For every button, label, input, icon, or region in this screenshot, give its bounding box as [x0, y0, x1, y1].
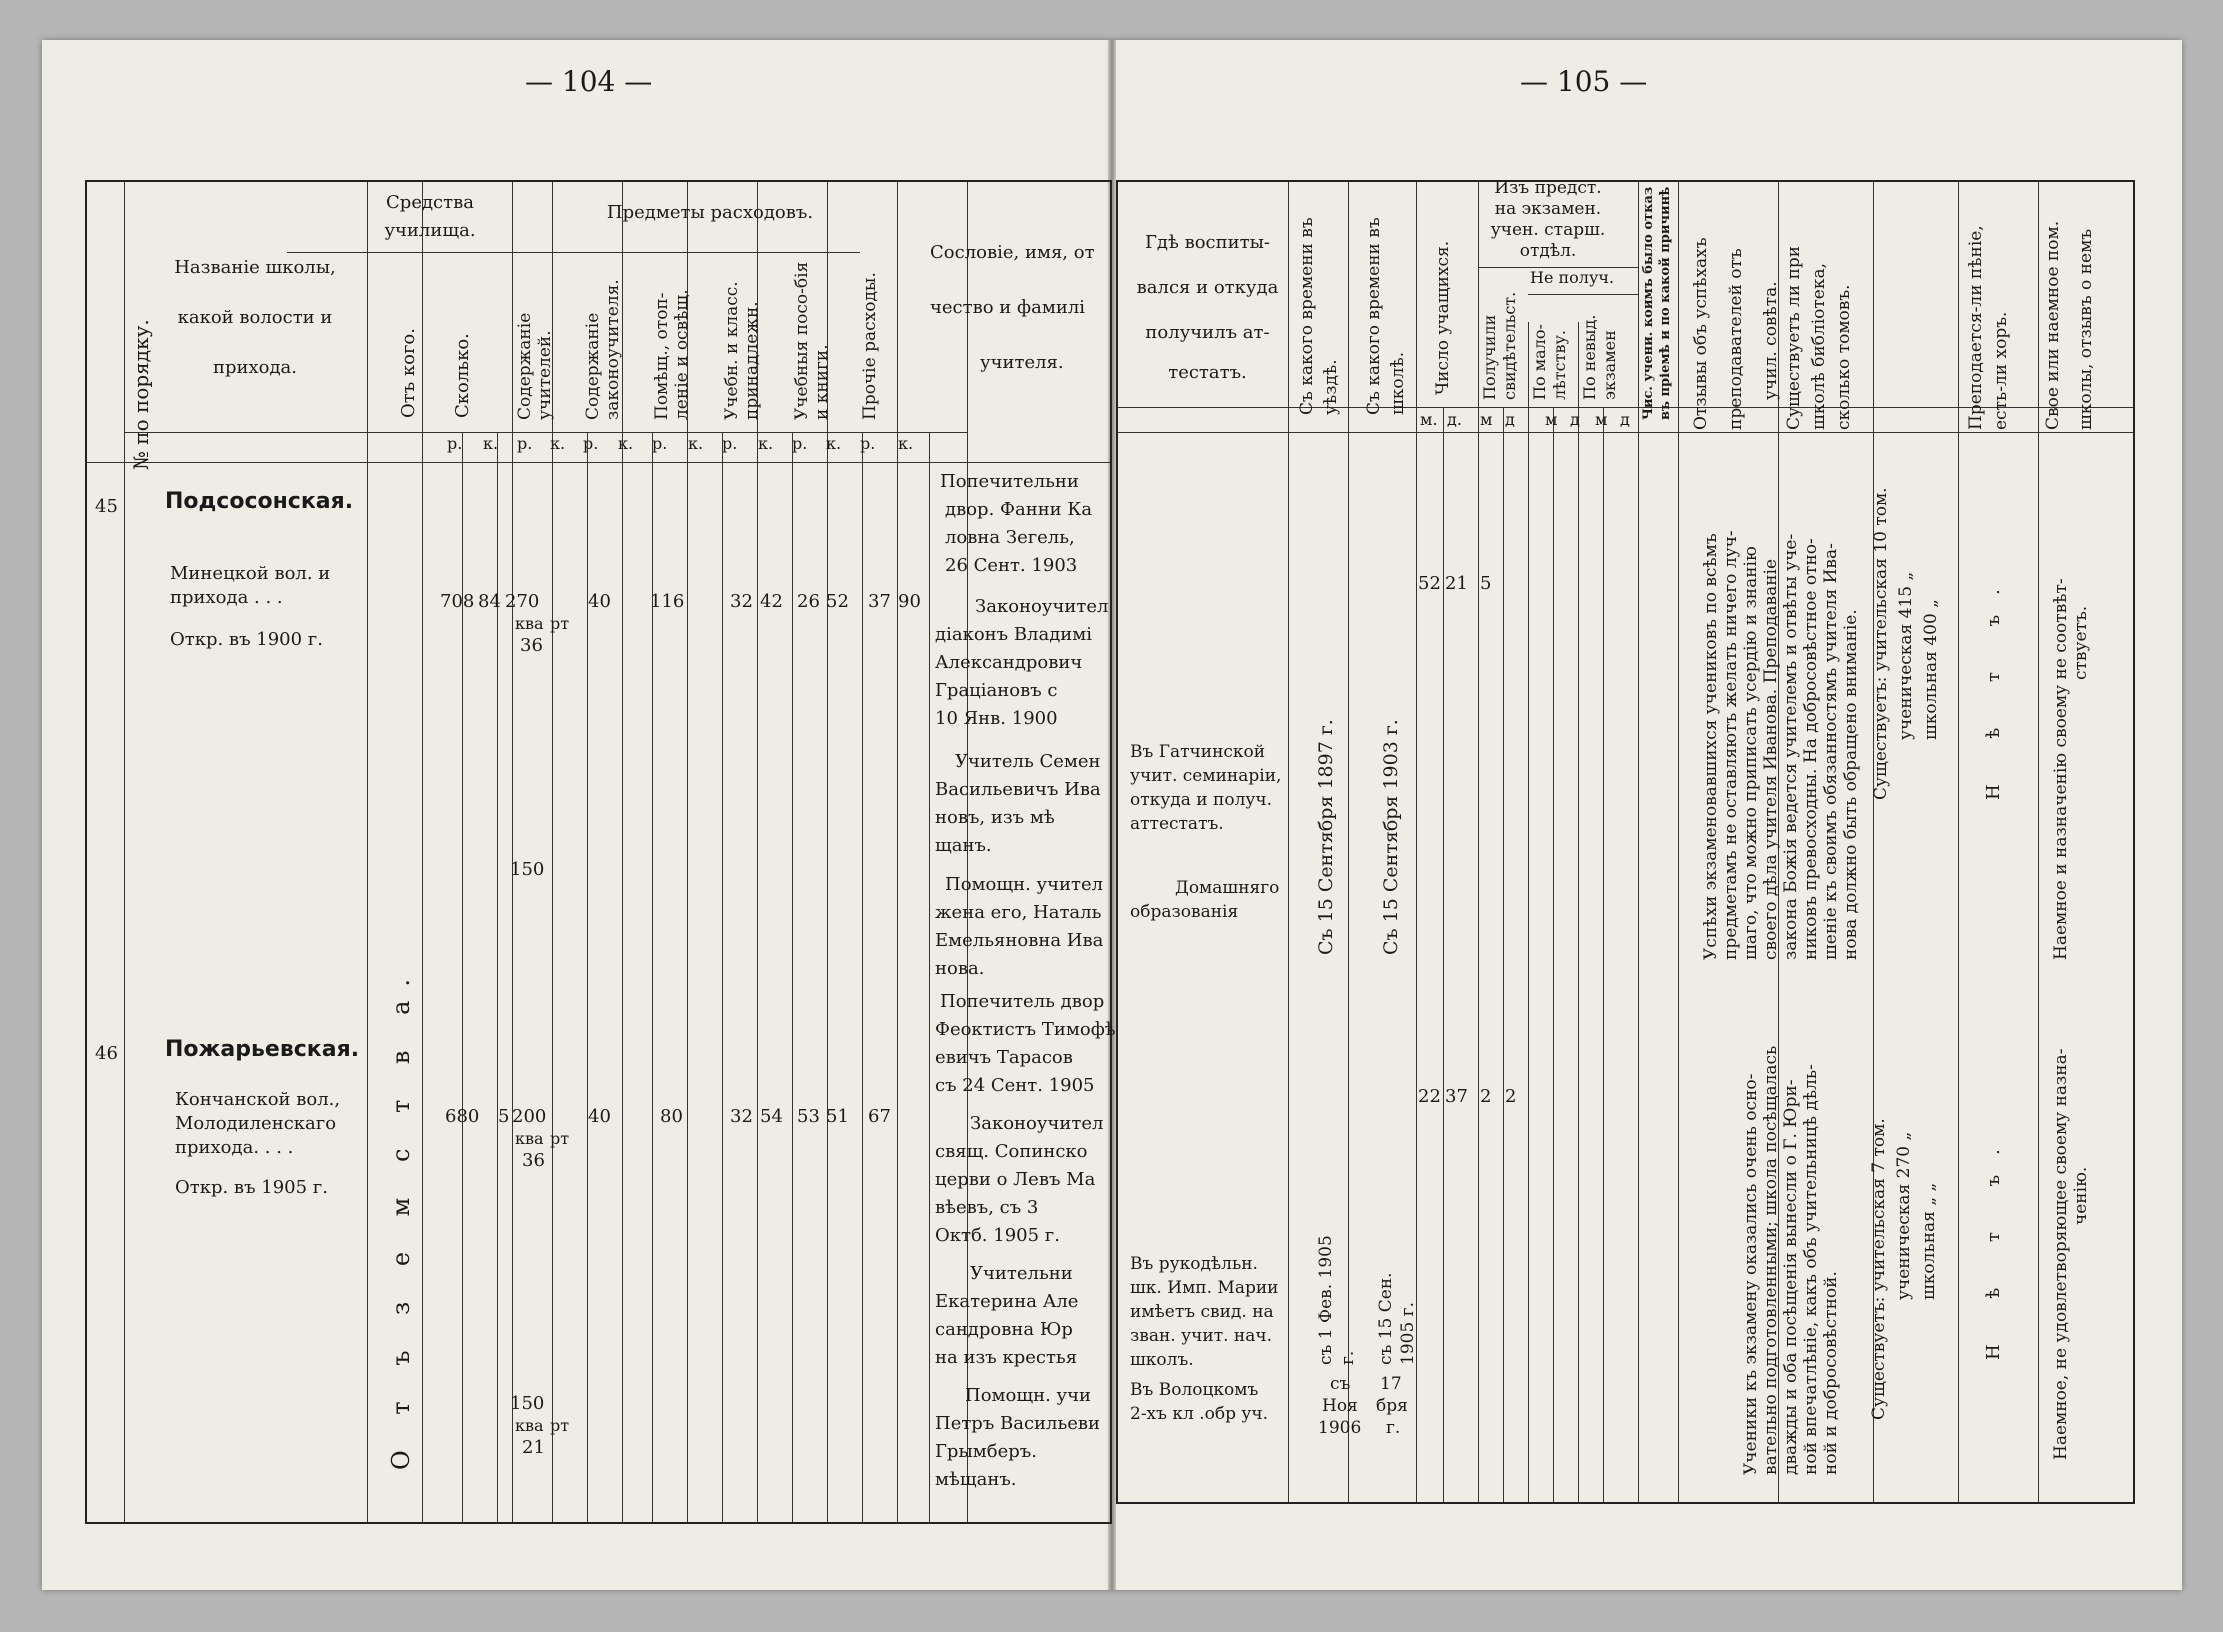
exp-premises-header: Помѣщ., отоп-ленiе и освѣщ. — [652, 289, 692, 420]
library-header-1: Существуетъ ли при — [1784, 245, 1804, 430]
s45-premises-1: Наемное и назначенію своему не соотвѣт- — [2051, 578, 2071, 960]
s46-staff-1c: евичъ Тарасов — [935, 1047, 1073, 1068]
s46-staff-2e: Октб. 1905 г. — [935, 1225, 1060, 1246]
library-header-3: сколько томовъ. — [1834, 284, 1854, 430]
s46-review-1: Ученики къ экзамену оказались очень осно- — [1741, 1073, 1761, 1475]
s46-staff-3d: на изъ крестья — [935, 1347, 1078, 1368]
s46-review-5: ной и добросовѣстной. — [1821, 1271, 1841, 1475]
s46-received-m: 2 — [1480, 1086, 1492, 1107]
premises-header-2: школы, отзывъ о немъ — [2076, 228, 2096, 430]
s45-since-school: Съ 15 Сентября 1903 г. — [1380, 719, 1402, 955]
rk-k: к. — [758, 434, 774, 453]
s45-staff-1d: 26 Сент. 1903 — [945, 555, 1078, 576]
school-46-parish-3: прихода. . . . — [175, 1137, 294, 1158]
funds-header-2: училища. — [384, 220, 476, 241]
s45-premises-2: ствуетъ. — [2071, 605, 2091, 680]
by-youth-header: По мало-лѣтству. — [1530, 324, 1569, 400]
school-46-name: Пожарьевская. — [165, 1037, 360, 1062]
s46-review-3: дважды и оба посѣщенія вынесли о Г. Юри- — [1781, 1079, 1801, 1475]
school-45-no: 45 — [95, 496, 118, 517]
s45-library-3: школьная 400 „ — [1921, 599, 1941, 740]
s45-review-4: своего дѣла учителя Иванова. Преподаваніе — [1761, 558, 1781, 960]
where-educated-1: Гдѣ воспиты- — [1145, 232, 1270, 253]
s46-staff-1a: Попечитель двор — [940, 991, 1105, 1012]
from-whom-header: Отъ кого. — [398, 328, 419, 418]
md-label: м — [1595, 410, 1608, 429]
where-educated-3: получилъ ат- — [1145, 322, 1270, 343]
school-46-teach-extra2: 21 — [522, 1437, 545, 1458]
s46-staff-3c: сандровна Юр — [935, 1319, 1073, 1340]
s45-review-1: Успѣхи экзаменовавшихся учениковъ по всѣмъ — [1701, 533, 1721, 960]
s46-where-1a: Въ рукодѣльн. — [1130, 1254, 1258, 1274]
s46-where-1c: имѣетъ свид. на — [1130, 1302, 1274, 1322]
s46-premises-1: Наемное, не удовлетворяющее своему назна- — [2051, 1048, 2071, 1460]
teacher-header-3: учителя. — [980, 352, 1064, 373]
how-much-header: Сколько. — [452, 333, 473, 418]
s45-review-5: закона Божія ведется учителемъ и отвѣты уче- — [1781, 533, 1801, 960]
s46-since-school2-a: 17 — [1380, 1374, 1402, 1394]
page-number-left: — 104 — — [525, 65, 653, 98]
s45-pupils-m: 52 — [1418, 573, 1441, 594]
rk-r: р. — [652, 434, 668, 453]
md-label: д — [1505, 410, 1515, 429]
reviews-header-2: преподавателей отъ — [1726, 248, 1746, 430]
school-46-teach-k: рт — [550, 1129, 570, 1148]
exam-group-2: на экзамен. — [1494, 199, 1602, 219]
school-45-parish-2: прихода . . . — [170, 587, 283, 608]
where-educated-4: тестатъ. — [1168, 362, 1247, 383]
s45-staff-1a: Попечительни — [940, 471, 1079, 492]
exam-group-4: отдѣл. — [1519, 241, 1577, 261]
s45-where-2b: образованія — [1130, 902, 1239, 922]
s46-since-uezd: съ 1 Фев. 1905 г. — [1316, 1235, 1358, 1365]
exam-group-3: учен. старш. — [1490, 220, 1606, 240]
md-label: д — [1620, 410, 1630, 429]
s45-review-8: нова должно быть обращено вниманіе. — [1841, 609, 1861, 960]
s45-where-1a: Въ Гатчинской — [1130, 742, 1266, 762]
rk-r: р. — [860, 434, 876, 453]
s45-staff-3a: Учитель Семен — [955, 751, 1101, 772]
s46-review-2: вательно подготовленными; школа посѣщалась — [1761, 1045, 1781, 1475]
s46-staff-4a: Помощн. учи — [965, 1385, 1092, 1406]
s46-staff-4b: Петръ Васильеви — [935, 1413, 1101, 1434]
school-46-teach-r2: 36 — [522, 1150, 545, 1171]
funds-header-1: Средства — [386, 192, 474, 213]
s46-choir: Н ѣ т ъ. — [1983, 1129, 2004, 1360]
s46-staff-1b: Феоктистъ Тимофѣ — [935, 1019, 1116, 1040]
s46-staff-2b: свящ. Сопинско — [935, 1141, 1088, 1162]
school-46-teach-note2: ква — [515, 1416, 544, 1435]
rk-k: к. — [618, 434, 634, 453]
school-46-teach-r: 200 — [512, 1106, 547, 1127]
school-name-header-2: какой волости и — [177, 307, 333, 328]
exp-supplies-header: Учебн. и класс. принадлежн. — [722, 281, 762, 420]
rk-k: к. — [826, 434, 842, 453]
s45-staff-2c: Александрович — [935, 652, 1083, 673]
school-45-books-k: 52 — [826, 591, 849, 612]
school-45-other-k: 90 — [898, 591, 921, 612]
school-46-books-k: 51 — [826, 1106, 849, 1127]
s45-staff-4d: нова. — [935, 958, 985, 979]
school-46-teach-note: ква — [515, 1129, 544, 1148]
rk-r: р. — [583, 434, 599, 453]
s46-staff-2d: вѣевъ, съ 3 — [935, 1197, 1039, 1218]
where-educated-2: вался и откуда — [1136, 277, 1279, 298]
school-46-opened: Откр. въ 1905 г. — [175, 1177, 328, 1198]
school-45-supp-k: 42 — [760, 591, 783, 612]
school-46-parish-1: Кончанской вол., — [175, 1089, 341, 1110]
pupils-header: Число учащихся. — [1433, 240, 1453, 395]
s45-pupils-d: 21 — [1445, 573, 1468, 594]
s45-since-uezd: Съ 15 Сентября 1897 г. — [1315, 719, 1337, 955]
s46-since-school2-b: бря — [1376, 1396, 1408, 1416]
school-45-teach-r: 270 — [505, 591, 540, 612]
s46-staff-3b: Екатерина Але — [935, 1291, 1079, 1312]
s45-review-3: шаго, что можно приписать усердію и знанію — [1741, 546, 1761, 960]
rk-r: р. — [517, 434, 533, 453]
s46-library-3: школьная „ „ — [1919, 1182, 1939, 1300]
rk-r: р. — [722, 434, 738, 453]
school-45-law-r: 40 — [588, 591, 611, 612]
s46-staff-2a: Законоучител — [970, 1113, 1104, 1134]
s45-staff-4c: Емельяновна Ива — [935, 930, 1104, 951]
school-45-teach-r2: 36 — [520, 635, 543, 656]
s46-premises-2: ченію. — [2071, 1166, 2091, 1225]
not-received-header: Не получ. — [1530, 268, 1615, 287]
s46-since-school: съ 15 Сен. 1905 г. — [1376, 1272, 1418, 1365]
from-whom-zemstvo: О т ъ з е м с т в а. — [387, 964, 415, 1470]
reviews-header-3: учил. совѣта. — [1761, 281, 1781, 400]
s45-library-1: Существуетъ: учительская 10 том. — [1871, 487, 1891, 800]
school-45-teach-k: рт — [550, 614, 570, 633]
school-46-supp-k: 54 — [760, 1106, 783, 1127]
s45-received-m: 5 — [1480, 573, 1492, 594]
s46-pupils-d: 37 — [1445, 1086, 1468, 1107]
school-45-opened: Откр. въ 1900 г. — [170, 629, 323, 650]
md-label: д — [1570, 410, 1580, 429]
s46-staff-4d: мѣщанъ. — [935, 1469, 1017, 1490]
s46-where-1b: шк. Имп. Марии — [1130, 1278, 1279, 1298]
md-label: м — [1480, 410, 1493, 429]
s45-library-2: ученическая 415 „ — [1896, 571, 1916, 740]
rk-k: к. — [550, 434, 566, 453]
choir-header-1: Преподается-ли пѣніе, — [1966, 225, 1986, 430]
s45-where-1b: учит. семинаріи, — [1130, 766, 1282, 786]
s46-staff-3a: Учительни — [970, 1263, 1073, 1284]
exam-group-1: Изъ предст. — [1494, 178, 1602, 198]
md-label: д. — [1447, 410, 1462, 429]
since-school-header: Съ какого времени въ школѣ. — [1364, 217, 1408, 415]
s45-staff-4b: жена его, Наталь — [935, 902, 1102, 923]
school-45-name: Подсосонская. — [165, 489, 354, 514]
choir-header-2: есть-ли хоръ. — [1991, 311, 2011, 430]
s46-since-uezd2-a: съ — [1330, 1374, 1351, 1394]
school-46-sum-r: 680 — [445, 1106, 480, 1127]
s46-received-d: 2 — [1505, 1086, 1517, 1107]
s46-where-1e: школъ. — [1130, 1350, 1194, 1370]
expenses-header: Предметы расходовъ. — [606, 202, 814, 223]
s46-staff-1d: съ 24 Сент. 1905 — [935, 1075, 1095, 1096]
school-45-teach-note: ква — [515, 614, 544, 633]
school-45-supp-r: 32 — [730, 591, 753, 612]
s45-staff-4a: Помощн. учител — [945, 874, 1104, 895]
refused-header: Чис. учени. коимъ было отказ въ пріемѣ и по какой причинѣ — [1641, 186, 1673, 420]
premises-header-1: Свое или наемное пом. — [2043, 220, 2063, 430]
reviews-header-1: Отзывы объ успѣхахъ — [1691, 237, 1711, 430]
s46-where-2b: 2-хъ кл .обр уч. — [1130, 1404, 1269, 1424]
order-no-header: № по порядку. — [129, 319, 153, 470]
school-46-parish-2: Молодиленскаго — [175, 1113, 337, 1134]
s46-staff-2c: церви о Левъ Ма — [935, 1169, 1096, 1190]
rk-k: к. — [483, 434, 499, 453]
s45-review-2: предметамъ не оставляютъ желать ничего луч- — [1721, 530, 1741, 960]
school-name-header-3: прихода. — [212, 357, 298, 378]
library-header-2: школѣ библіотека, — [1809, 262, 1829, 430]
school-46-sum-k: 5 — [498, 1106, 510, 1127]
school-46-other-r: 67 — [868, 1106, 891, 1127]
school-45-other-r: 37 — [868, 591, 891, 612]
s46-since-uezd2-c: 1906 — [1318, 1418, 1362, 1438]
s45-staff-2a: Законоучител — [975, 596, 1109, 617]
school-46-books-r: 53 — [797, 1106, 820, 1127]
s45-staff-3d: щанъ. — [935, 835, 992, 856]
school-45-parish-1: Минецкой вол. и — [170, 563, 331, 584]
exp-teachers-header: Содержаніе учителей. — [515, 312, 555, 420]
received-header: Получили свидѣтельст. — [1480, 291, 1519, 400]
school-45-prem-r: 116 — [650, 591, 685, 612]
s46-where-2a: Въ Волоцкомъ — [1130, 1380, 1259, 1400]
school-46-no: 46 — [95, 1043, 118, 1064]
s46-since-uezd2-b: Ноя — [1322, 1396, 1358, 1416]
s45-review-7: шеніе къ своимъ обязанностямъ учителя Ива- — [1821, 543, 1841, 960]
failed-header: По невыд. экзамен — [1580, 314, 1619, 400]
rk-r: р. — [447, 434, 463, 453]
exp-other-header: Прочіе расходы. — [860, 272, 880, 420]
school-46-teach-k2: рт — [550, 1416, 570, 1435]
school-45-sum-r: 708 — [440, 591, 475, 612]
school-46-supp-r: 32 — [730, 1106, 753, 1127]
s45-choir: Н ѣ т ъ. — [1983, 569, 2004, 800]
school-45-sum-k: 84 — [478, 591, 501, 612]
school-45-books-r: 26 — [797, 591, 820, 612]
page-number-right: — 105 — — [1520, 65, 1648, 98]
rk-r: р. — [792, 434, 808, 453]
school-name-header-1: Названіе школы, — [174, 257, 336, 278]
s46-where-1d: зван. учит. нач. — [1130, 1326, 1273, 1346]
s45-staff-1c: ловна Зегель, — [945, 527, 1075, 548]
school-46-teach-extra: 150 — [510, 1393, 545, 1414]
s45-staff-3c: новъ, изъ мѣ — [935, 807, 1055, 828]
teacher-header-1: Сословіе, имя, от — [930, 242, 1095, 263]
md-label: м. — [1420, 410, 1438, 429]
since-uezd-header: Съ какого времени въ уѣздѣ. — [1297, 217, 1341, 415]
school-45-teach-extra: 150 — [510, 859, 545, 880]
s46-pupils-m: 22 — [1418, 1086, 1441, 1107]
s46-review-4: ной впечатлѣніе, какъ объ учительницѣ дѣль- — [1801, 1064, 1821, 1475]
school-46-law-r: 40 — [588, 1106, 611, 1127]
exp-law-header: Содержаніе законоучителя. — [583, 279, 623, 420]
exp-books-header: Учебныя посо-бія и книги. — [792, 261, 832, 420]
s46-library-1: Существуетъ: учительская 7 том. — [1869, 1118, 1889, 1420]
s45-staff-3b: Васильевичъ Ива — [935, 779, 1101, 800]
s45-where-2a: Домашняго — [1175, 878, 1280, 898]
s45-review-6: никовъ превосходны. На добросовѣстное отно- — [1801, 538, 1821, 960]
rk-k: к. — [898, 434, 914, 453]
md-label: м — [1545, 410, 1558, 429]
s45-where-1d: аттестатъ. — [1130, 814, 1224, 834]
rk-k: к. — [688, 434, 704, 453]
school-46-prem-r: 80 — [660, 1106, 683, 1127]
s45-staff-1b: двор. Фанни Ка — [945, 499, 1093, 520]
s45-staff-2b: діаконъ Владимі — [935, 624, 1093, 645]
s45-staff-2d: Граціановъ с — [935, 680, 1058, 701]
s46-library-2: ученическая 270 „ — [1894, 1131, 1914, 1300]
s45-where-1c: откуда и получ. — [1130, 790, 1273, 810]
s45-staff-2e: 10 Янв. 1900 — [935, 708, 1058, 729]
s46-staff-4c: Грымберъ. — [935, 1441, 1037, 1462]
s46-since-school2-c: г. — [1386, 1418, 1401, 1438]
teacher-header-2: чество и фамилі — [930, 297, 1086, 318]
